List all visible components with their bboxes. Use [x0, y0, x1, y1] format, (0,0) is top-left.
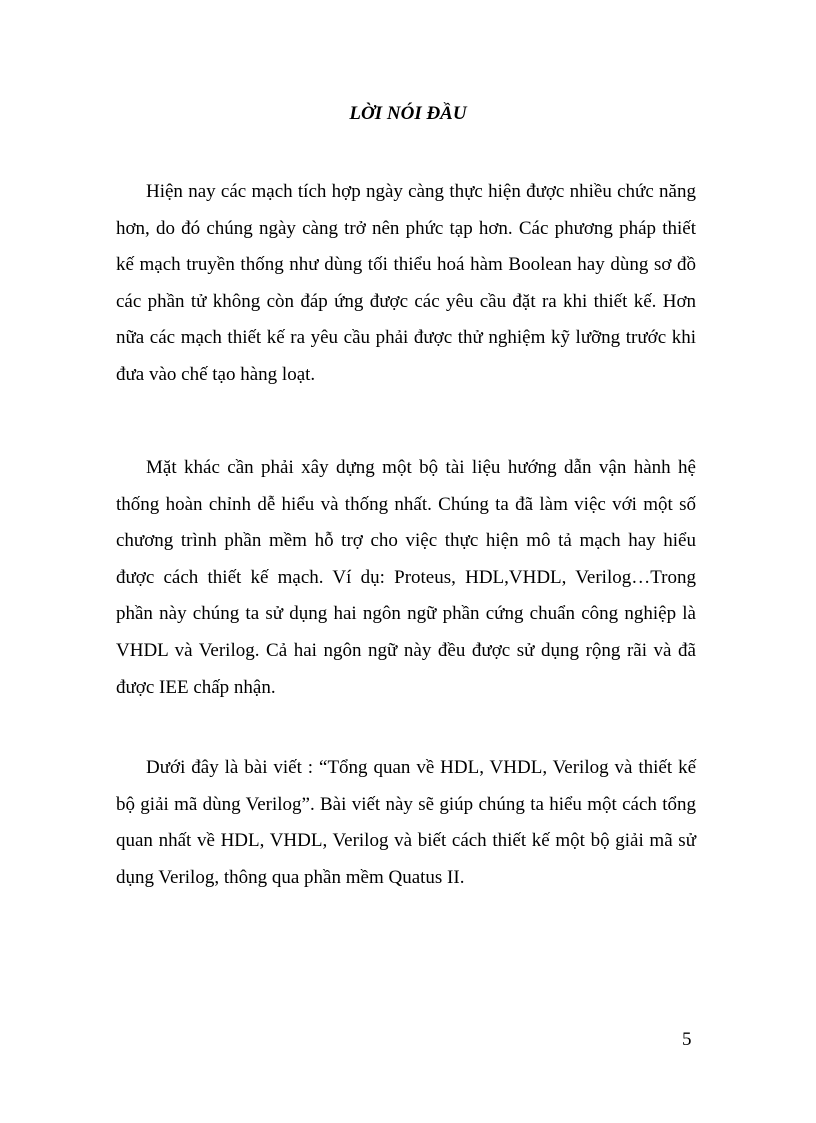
paragraph-documentation: Mặt khác cần phải xây dựng một bộ tài liệu hướng dẫn vận hành hệ thống hoàn chỉnh dễ hiểu và thống nhất. Chúng ta đã làm việc với một số chương trình phần mềm hỗ trợ cho việc thực hiện mô tả mạch hay hiểu được cách thiết kế mạch. Ví dụ: Proteus, HDL,VHDL, Verilog…Trong phần này chúng ta sử dụng hai ngôn ngữ phần cứng chuẩn công nghiệp là VHDL và Verilog. Cả hai ngôn ngữ này đều được sử dụng rộng rãi và đã được IEE chấp nhận. — [116, 457, 696, 698]
paragraph-intro: Hiện nay các mạch tích hợp ngày càng thực hiện được nhiều chức năng hơn, do đó chúng ngày càng trở nên phức tạp hơn. Các phương pháp thiết kế mạch truyền thống như dùng tối thiểu hoá hàm Boolean hay dùng sơ đồ các phần tử không còn đáp ứng được các yêu cầu đặt ra khi thiết kế. Hơn nữa các mạch thiết kế ra yêu cầu phải được thử nghiệm kỹ lưỡng trước khi đưa vào chế tạo hàng loạt. — [116, 181, 696, 385]
paragraph-overview: Dưới đây là bài viết : “Tổng quan về HDL, VHDL, Verilog và thiết kế bộ giải mã dùng Verilog”. Bài viết này sẽ giúp chúng ta hiểu một cách tổng quan nhất về HDL, VHDL, Verilog và biết cách thiết kế một bộ giải mã sử dụng Verilog, thông qua phần mềm Quatus II. — [116, 757, 696, 888]
page-title: LỜI NÓI ĐẦU — [349, 103, 467, 124]
page-number: 5 — [682, 1029, 692, 1050]
